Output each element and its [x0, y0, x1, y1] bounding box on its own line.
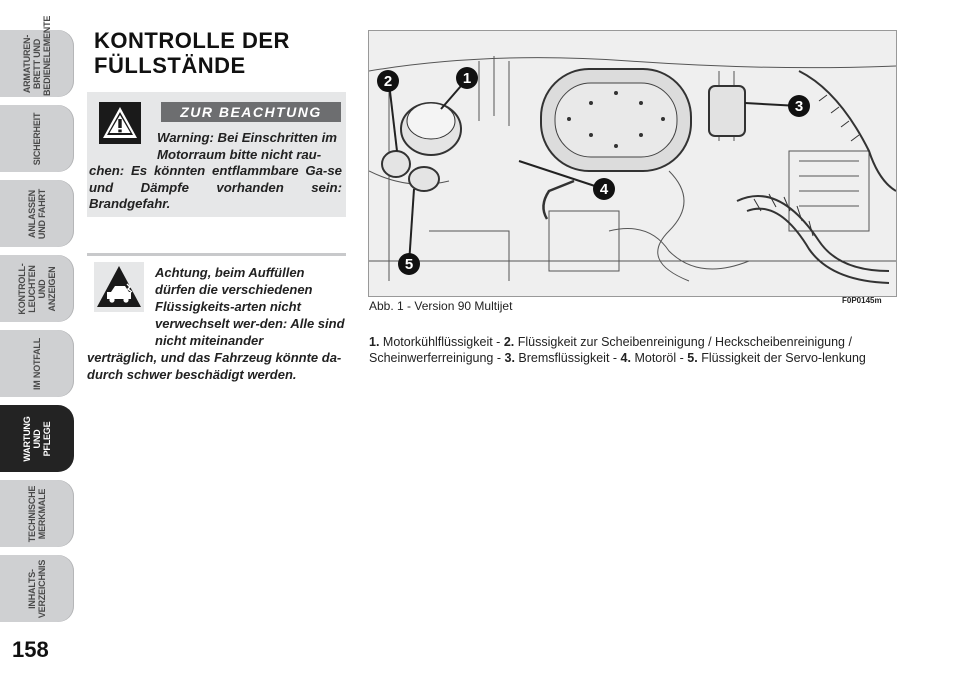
tab-kontrollleuchten[interactable]: [0, 255, 74, 322]
note-text-full: verträglich, und das Fahrzeug könnte da-durch schwer beschädigt werden.: [87, 350, 342, 382]
warning-text-indent: Warning: Bei Einschritten im Motorraum bitte nicht rau-: [157, 130, 338, 162]
callout-2: 2: [383, 73, 393, 90]
section-divider: [87, 253, 346, 256]
engine-bay-illustration: [368, 30, 897, 297]
tab-inhaltsverzeichnis[interactable]: [0, 555, 74, 622]
tab-wartung-und-pflege[interactable]: [0, 405, 74, 472]
legend-text: [369, 334, 899, 366]
callout-5: 5: [404, 256, 414, 273]
tab-sicherheit[interactable]: [0, 105, 74, 172]
callout-4: 4: [599, 181, 609, 198]
tab-label: INHALTS- VERZEICHNIS: [27, 559, 47, 618]
warning-banner: ZUR BEACHTUNG: [161, 102, 341, 122]
tab-label: TECHNISCHE MERKMALE: [27, 485, 47, 542]
legend-text-5: Flüssigkeit der Servo-lenkung: [701, 351, 866, 365]
tab-label: ARMATUREN- BRETT UND BEDIENELEMENTE: [22, 15, 52, 96]
page-number: 158: [12, 637, 49, 662]
tab-label: KONTROLL- LEUCHTEN UND ANZEIGEN: [17, 262, 57, 315]
legend-num-2: 2.: [503, 335, 515, 349]
note-text-indent: Achtung, beim Auffüllen dürfen die verschiedenen Flüssigkeits-arten nicht verwechselt wer-den: Alle sind nicht miteinander: [155, 265, 345, 348]
tab-anlassen[interactable]: [0, 180, 74, 247]
tab-label: ANLASSEN UND FAHRT: [27, 188, 47, 239]
legend-num-5: 5.: [687, 351, 698, 365]
callout-1: 1: [462, 70, 472, 87]
tab-technische-merkmale[interactable]: [0, 480, 74, 547]
page-title: KONTROLLE DER FÜLLSTÄNDE: [94, 28, 290, 78]
legend-text-3: Bremsflüssigkeit -: [518, 351, 618, 365]
tab-label: IM NOTFALL: [32, 337, 42, 390]
legend-num-1: 1.: [369, 335, 380, 349]
warning-box: [87, 92, 346, 217]
legend-num-4: 4.: [620, 351, 631, 365]
legend-text-1: Motorkühlflüssigkeit -: [382, 335, 501, 349]
legend-text-4: Motoröl -: [634, 351, 684, 365]
warning-text-full: chen: Es könnten entflammbare Ga-se und Dämpfe vorhanden sein: Brandgefahr.: [89, 163, 342, 211]
warning-text: [87, 130, 346, 213]
callout-3: 3: [794, 98, 804, 115]
tab-im-notfall[interactable]: [0, 330, 74, 397]
tab-label: SICHERHEIT: [32, 112, 42, 165]
tab-armaturenbrett[interactable]: [0, 15, 74, 97]
figure-code: F0P0145m: [842, 296, 882, 305]
note-text: [87, 264, 348, 383]
legend-text-2: Flüssigkeit zur Scheibenreinigung / Heckscheibenreinigung / Scheinwerferreinigung -: [369, 335, 852, 365]
legend-num-3: 3.: [504, 351, 515, 365]
tab-label: WARTUNG UND PFLEGE: [22, 415, 52, 462]
figure-caption: Abb. 1 - Version 90 Multijet: [369, 299, 513, 313]
